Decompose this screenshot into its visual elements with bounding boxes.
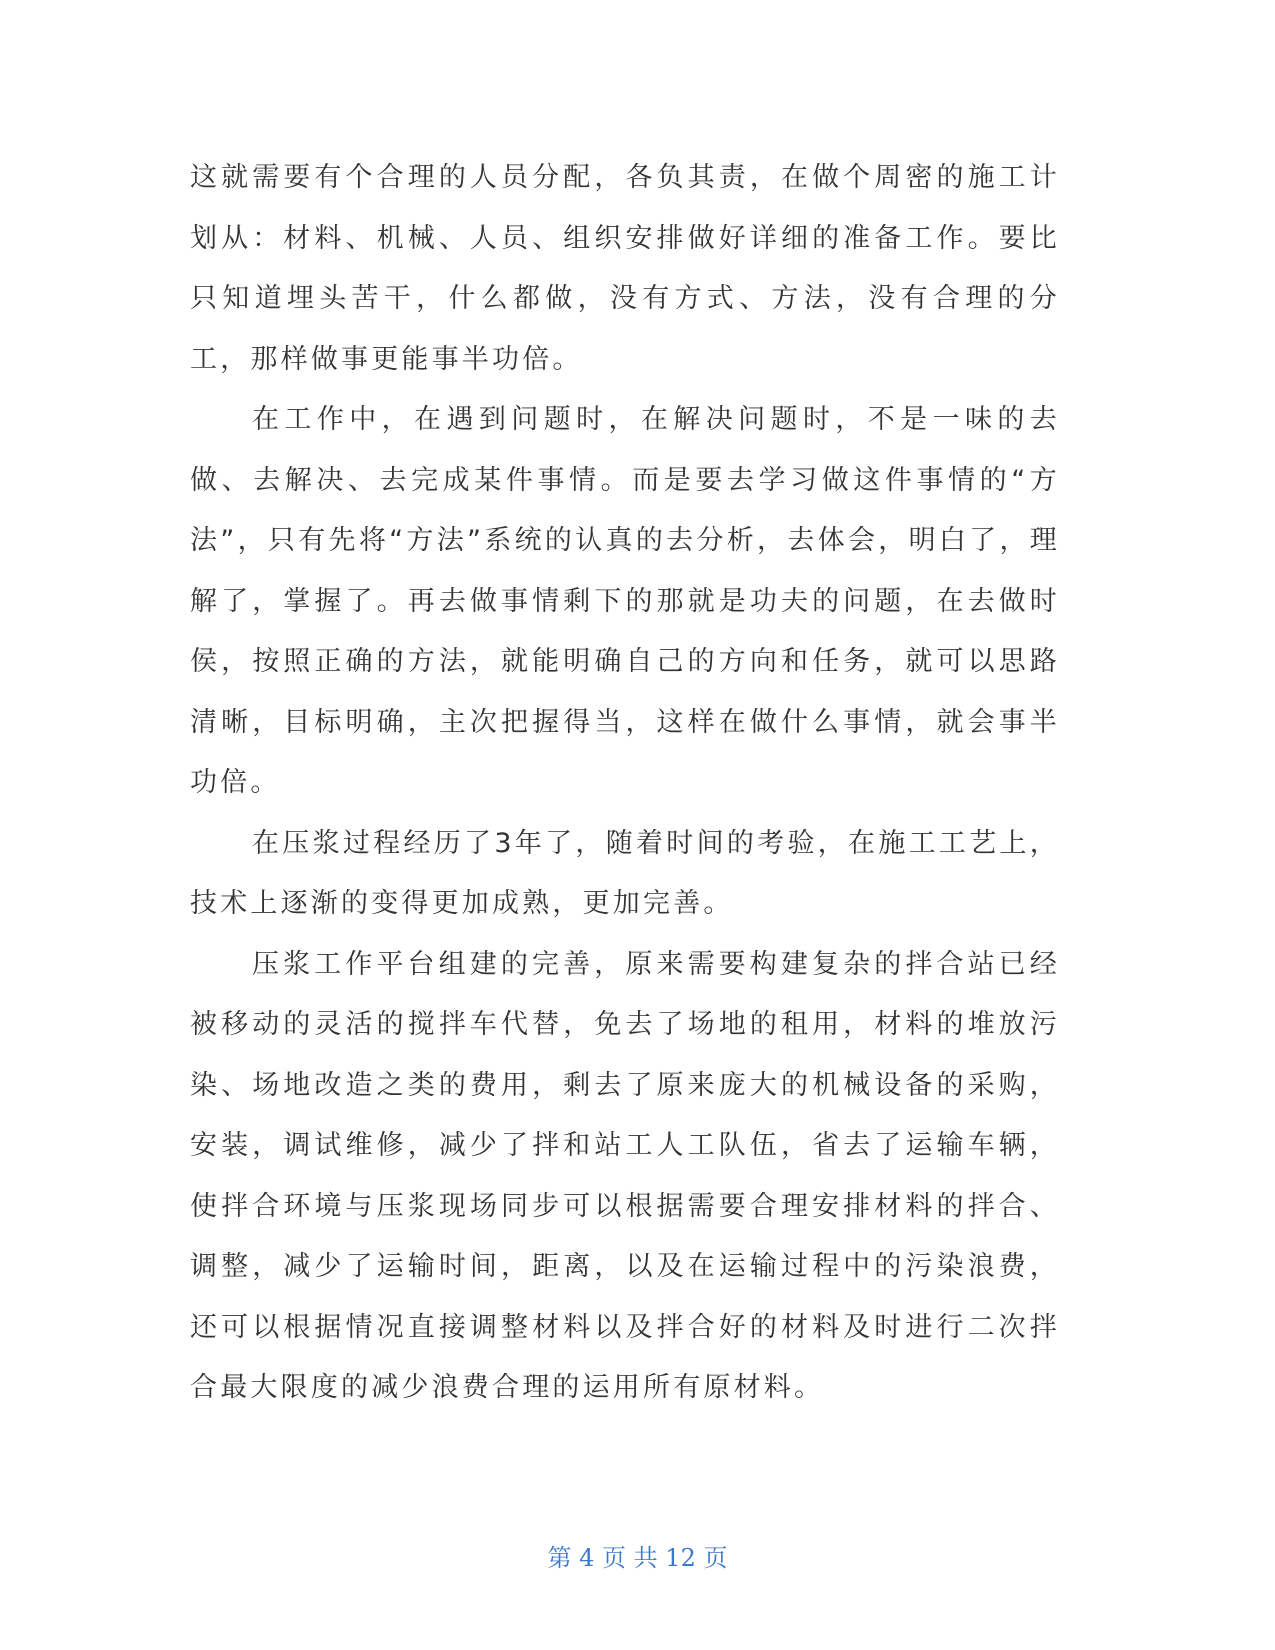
paragraph-1: 这就需要有个合理的人员分配，各负其责，在做个周密的施工计划从：材料、机械、人员、组织安排做好详细的准备工作。要比只知道埋头苦干，什么都做，没有方式、方法，没有合理的分工，那样做事更能事半功倍。: [190, 162, 1060, 375]
paragraph-2: 在工作中，在遇到问题时，在解决问题时，不是一味的去做、去解决、去完成某件事情。而是要去学习做这件事情的“方法”，只有先将“方法”系统的认真的去分析，去体会，明白了，理解了，掌握了。再去做事情剩下的那就是功夫的问题，在去做时侯，按照正确的方法，就能明确自己的方向和任务，就可以思路清晰，目标明确，主次把握得当，这样在做什么事情，就会事半功倍。: [190, 404, 1060, 798]
document-body: [190, 148, 1060, 1419]
paragraph-4: 压浆工作平台组建的完善，原来需要构建复杂的拌合站已经被移动的灵活的搅拌车代替，免去了场地的租用，材料的堆放污染、场地改造之类的费用，剩去了原来庞大的机械设备的采购，安装，调试维修，减少了拌和站工人工队伍，省去了运输车辆，使拌合环境与压浆现场同步可以根据需要合理安排材料的拌合、调整，减少了运输时间，距离，以及在运输过程中的污染浪费，还可以根据情况直接调整材料以及拌合好的材料及时进行二次拌合最大限度的减少浪费合理的运用所有原材料。: [190, 948, 1060, 1403]
page-number-footer: 第 4 页 共 12 页: [547, 1544, 728, 1572]
paragraph-3: 在压浆过程经历了3年了，随着时间的考验，在施工工艺上，技术上逐渐的变得更加成熟，更加完善。: [190, 827, 1060, 919]
